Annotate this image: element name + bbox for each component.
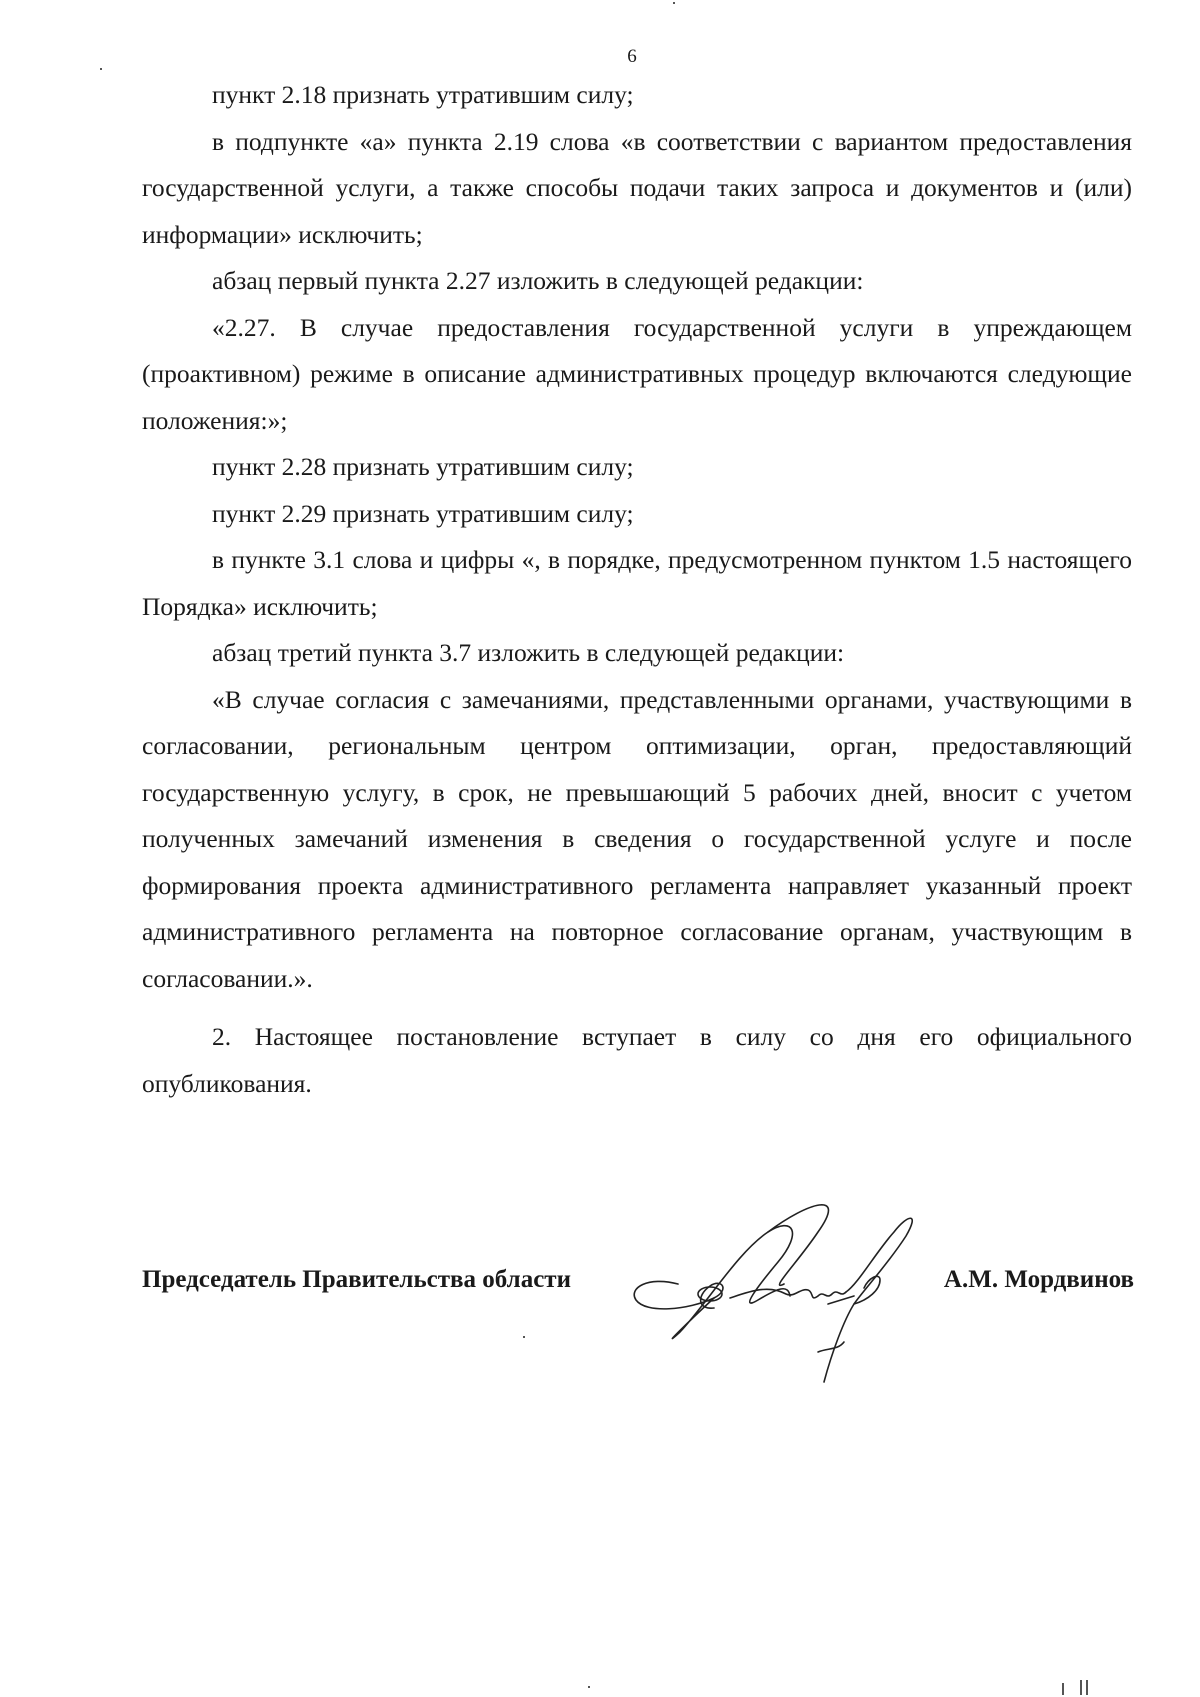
document-body bbox=[142, 72, 1132, 1107]
scan-mark bbox=[1086, 1680, 1088, 1695]
scan-mark bbox=[588, 1686, 590, 1688]
effective-date-clause: 2. Настоящее постановление вступает в силу со дня его официального опубликования. bbox=[142, 1022, 1132, 1098]
paragraph: «В случае согласия с замечаниями, представленными органами, участвующими в согласовании, региональным центром оптимизации, орган, предоставляющий государственную услугу, в срок, не превышающий 5 рабочих дней, вносит с учетом полученных замечаний изменения в сведения о государственной услуге и после формирования проекта административного регламента направляет указанный проект административного регламента на повторное согласование органам, участвующим в согласовании.». bbox=[142, 684, 1132, 993]
paragraph: «2.27. В случае предоставления государственной услуги в упреждающем (проактивном) режиме в описание административных процедур включаются следующие положения:»; bbox=[142, 312, 1132, 435]
paragraph: пункт 2.18 признать утратившим силу; bbox=[212, 80, 634, 109]
scan-mark bbox=[100, 68, 102, 70]
signer-position: Председатель Правительства области bbox=[142, 1266, 571, 1293]
page-number: 6 bbox=[627, 46, 637, 67]
scan-mark bbox=[1080, 1680, 1082, 1695]
paragraph: абзац первый пункта 2.27 изложить в следующей редакции: bbox=[212, 266, 864, 295]
handwritten-signature bbox=[618, 1192, 958, 1392]
paragraph: абзац третий пункта 3.7 изложить в следующей редакции: bbox=[212, 638, 845, 667]
paragraph: пункт 2.29 признать утратившим силу; bbox=[212, 498, 634, 528]
paragraph: в пункте 3.1 слова и цифры «, в порядке, предусмотренном пунктом 1.5 настоящего Порядка» исключить; bbox=[142, 545, 1132, 621]
scan-mark bbox=[1062, 1683, 1064, 1695]
scan-mark bbox=[523, 1336, 525, 1338]
scan-mark bbox=[673, 2, 675, 4]
signer-name: А.М. Мордвинов bbox=[943, 1266, 1134, 1293]
paragraph: пункт 2.28 признать утратившим силу; bbox=[212, 452, 634, 481]
paragraph: в подпункте «а» пункта 2.19 слова «в соответствии с вариантом предоставления государственной услуги, а также способы подачи таких запроса и документов и (или) информации» исключить; bbox=[142, 126, 1132, 249]
